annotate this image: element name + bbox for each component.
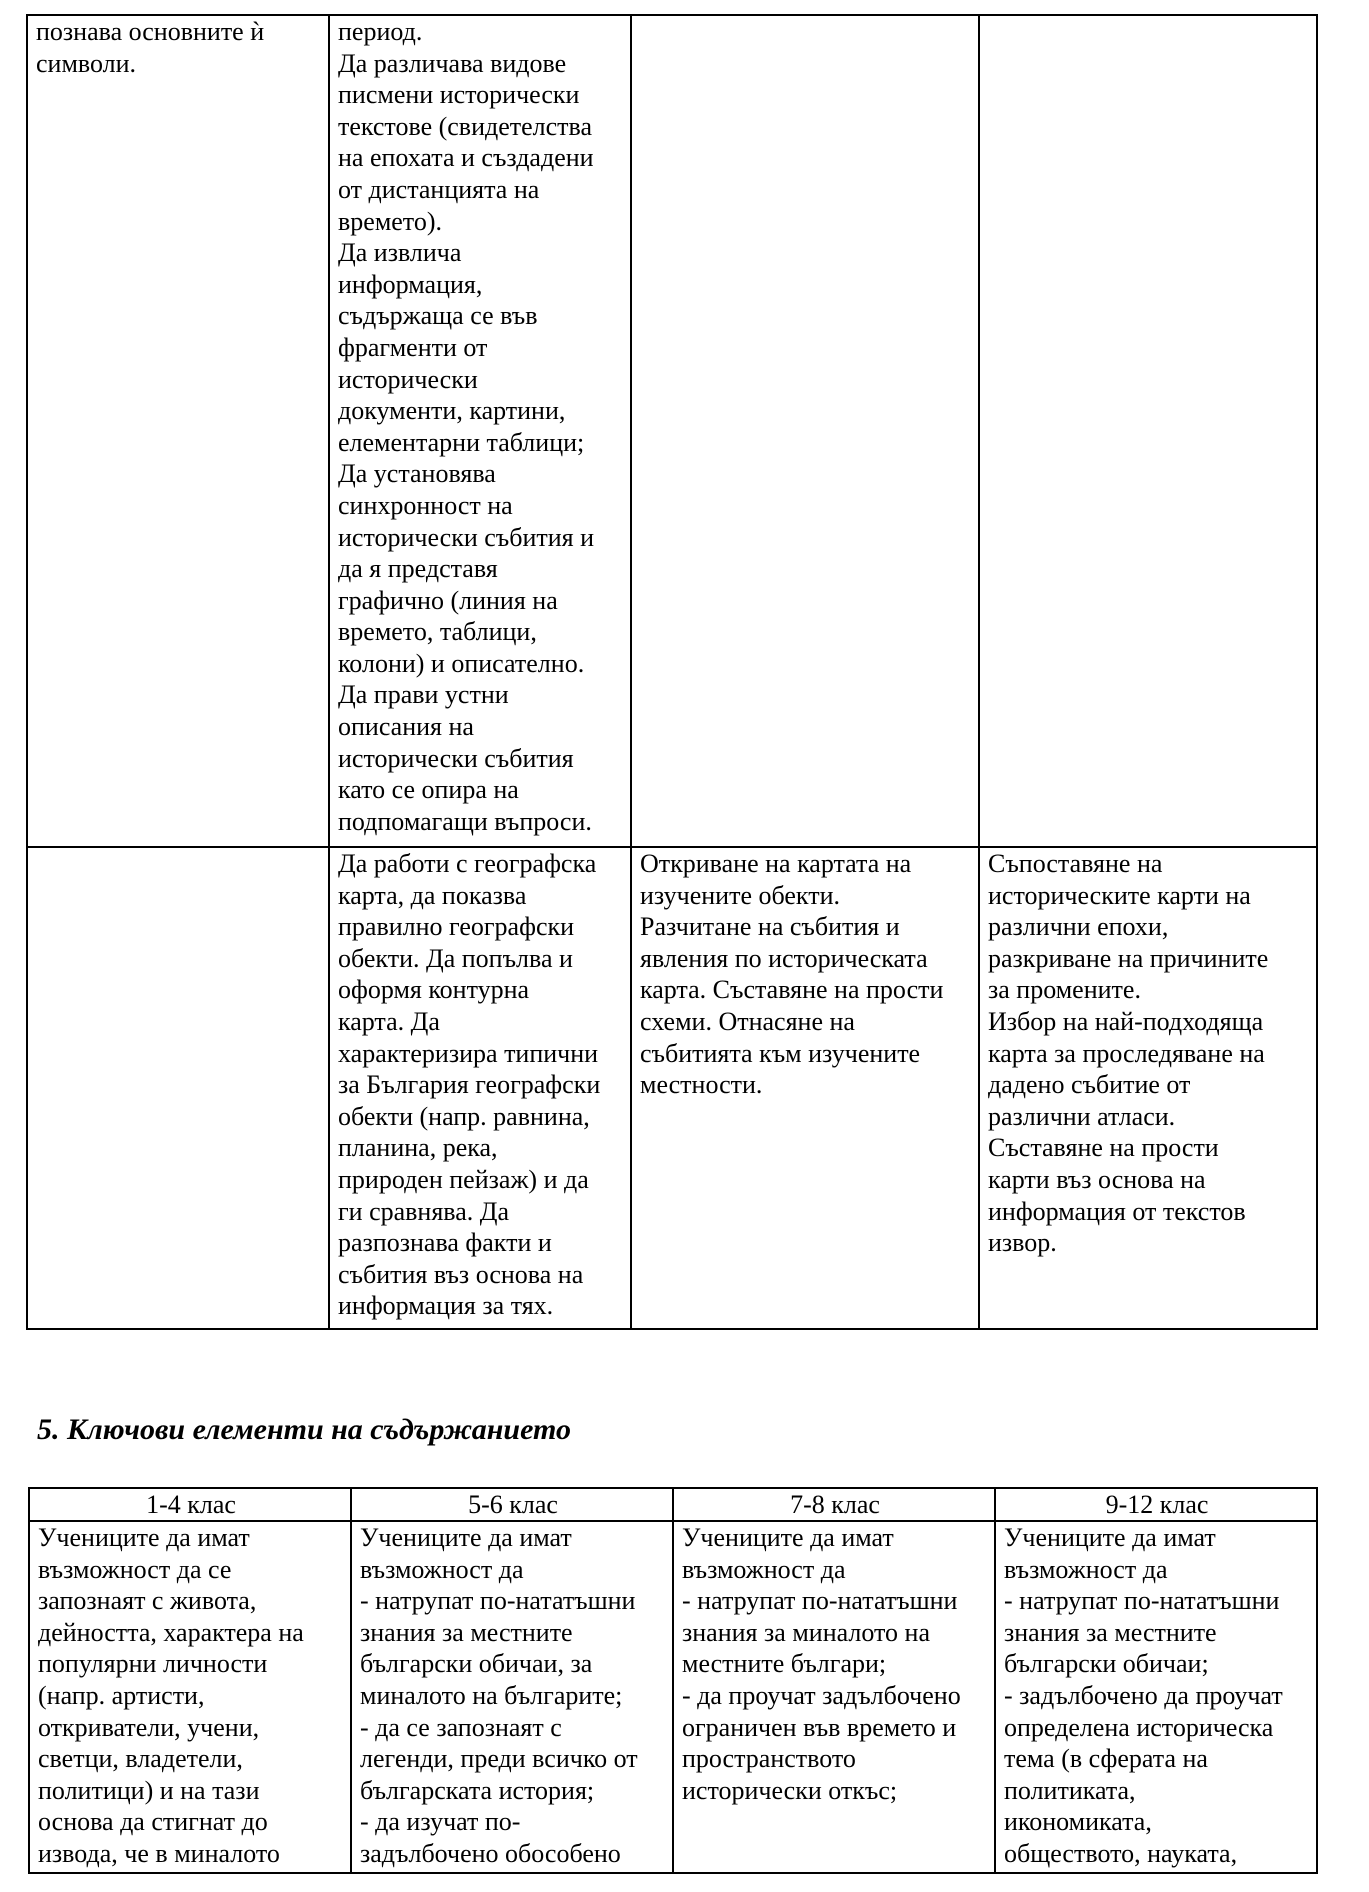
table-cell [329,847,631,1329]
cell-text-line: обекти (напр. равнина, [338,1101,590,1131]
cell-text-line: Съпоставяне на [988,849,1163,878]
table-cell [979,847,1317,1329]
cell-text-line: светци, владетели, [38,1744,243,1774]
cell-text-line: запознаят с живота, [38,1586,257,1616]
cell-text-line: икономиката, [1004,1807,1152,1837]
cell-text-line: - задълбочено да проучат [1004,1680,1283,1710]
cell-text-line: явления по историческата [640,943,928,973]
cell-text-line: местните българи; [682,1649,887,1679]
cell-text-line: Избор на най-подходяща [988,1006,1264,1036]
cell-text-line: период. [338,17,423,46]
cell-text-line: да я представя [338,554,498,584]
cell-text-line: миналото на българите; [360,1680,623,1710]
cell-text-line: политици) и на тази [38,1775,260,1805]
cell-text-line: графично (линия на [338,585,558,615]
cell-text-line: елементарни таблици; [338,427,585,457]
cell-text-line: извода, че в миналото [38,1838,280,1868]
cell-text-line: Учениците да имат [38,1523,250,1552]
table-row [27,15,1317,847]
cell-text-line: извор. [988,1228,1057,1258]
cell-text-line: възможност да [1004,1554,1168,1584]
cell-text-line: знания за местните [1004,1617,1217,1647]
cell-text-line: обекти. Да попълва и [338,943,573,973]
cell-text-line: схеми. Отнасяне на [640,1006,855,1036]
cell-text-line: информация от текстов [988,1196,1246,1226]
cell-text-line: събитията към изучените [640,1038,921,1068]
cell-text-line: съдържаща се във [338,301,538,331]
cell-text-line: подпомагащи въпроси. [338,806,592,836]
cell-text-line: текстове (свидетелства [338,111,593,141]
table-cell [329,15,631,847]
table-cell [27,847,329,1329]
cell-text-line: карта. Да [338,1006,440,1036]
column-header [673,1488,995,1521]
column-header-label: 5-6 клас [468,1490,558,1519]
cell-text-line: - натрупат по-нататъшни [682,1586,958,1616]
cell-text-line: Откриване на картата на [640,849,912,878]
cell-text-line: знания за местните [360,1617,573,1647]
column-header [995,1488,1317,1521]
cell-text-line: исторически събития и [338,522,595,552]
cell-text-line: характеризира типични [338,1038,599,1068]
cell-text-line: Разчитане на събития и [640,912,900,942]
cell-text-line: български обичаи; [1004,1649,1209,1679]
cell-text-line: пространството [682,1744,856,1774]
cell-text-line: Учениците да имат [1004,1523,1216,1552]
cell-text-line: Да прави устни [338,680,509,710]
cell-text-line: като се опира на [338,775,519,805]
cell-text-line: - да се запознаят с [360,1712,562,1742]
cell-text-line: исторически откъс; [682,1775,898,1805]
cell-text-line: разпознава факти и [338,1228,552,1258]
cell-text-line: времето). [338,206,442,236]
table-cell [351,1521,673,1873]
cell-text-line: карти въз основа на [988,1164,1206,1194]
cell-text-line: писмени исторически [338,80,580,110]
cell-text-line: карта за проследяване на [988,1038,1265,1068]
cell-text-line: обществото, науката, [1004,1838,1238,1868]
cell-text-line: (напр. артисти, [38,1680,205,1710]
cell-text-line: информация за тях. [338,1291,554,1321]
cell-text-line: описания на [338,712,474,742]
cell-text-line: фрагменти от [338,332,488,362]
table-cell [979,15,1317,847]
column-header-label: 9-12 клас [1105,1490,1209,1519]
table-cell [631,847,979,1329]
table-cell [673,1521,995,1873]
table-cell [631,15,979,847]
cell-text-line: основа да стигнат до [38,1807,268,1837]
cell-text-line: различни атласи. [988,1101,1176,1131]
cell-text-line: карта, да показва [338,880,527,910]
cell-text-line: правилно географски [338,912,575,942]
cell-text-line: оформя контурна [338,975,530,1005]
cell-text-line: легенди, преди всичко от [360,1744,638,1774]
cell-text-line: възможност да се [38,1554,232,1584]
cell-text-line: планина, река, [338,1133,498,1163]
cell-text-line: възможност да [682,1554,846,1584]
cell-text-line: карта. Съставяне на прости [640,975,944,1005]
cell-text-line: информация, [338,269,483,299]
cell-text-line: определена историческа [1004,1712,1274,1742]
cell-text-line: исторически събития [338,743,574,773]
table-header-row [29,1488,1317,1521]
cell-text-line: знания за миналото на [682,1617,930,1647]
curriculum-table-top [26,14,1318,1330]
column-header-label: 7-8 клас [790,1490,880,1519]
cell-text-line: ги сравнява. Да [338,1196,510,1226]
cell-text-line: Да работи с географска [338,849,597,878]
cell-text-line: откриватели, учени, [38,1712,260,1742]
cell-text-line: от дистанцията на [338,174,540,204]
column-header-label: 1-4 клас [146,1490,236,1519]
cell-text-line: популярни личности [38,1649,268,1679]
table-cell [995,1521,1317,1873]
column-header [29,1488,351,1521]
cell-text-line: български обичаи, за [360,1649,593,1679]
column-header [351,1488,673,1521]
cell-text-line: историческите карти на [988,880,1251,910]
cell-text-line: Да извлича [338,238,462,268]
cell-text-line: колони) и описателно. [338,648,585,678]
cell-text-line: - натрупат по-нататъшни [1004,1586,1280,1616]
cell-text-line: Да различава видове [338,48,567,78]
cell-text-line: - натрупат по-нататъшни [360,1586,636,1616]
table-row [27,847,1317,1329]
cell-text-line: за промените. [988,975,1141,1005]
cell-text-line: различни епохи, [988,912,1169,942]
cell-text-line: Учениците да имат [682,1523,894,1552]
cell-text-line: документи, картини, [338,396,566,426]
cell-text-line: на епохата и създадени [338,143,594,173]
cell-text-line: дадено събитие от [988,1070,1191,1100]
cell-text-line: - да проучат задълбочено [682,1680,961,1710]
cell-text-line: задълбочено обособено [360,1838,621,1868]
cell-text-line: природен пейзаж) и да [338,1164,589,1194]
cell-text-line: за България географски [338,1070,601,1100]
cell-text-line: - да изучат по- [360,1807,521,1837]
cell-text-line: събития въз основа на [338,1259,584,1289]
content-elements-table [28,1487,1318,1874]
cell-text-line: Да установява [338,459,496,489]
cell-text-line: дейността, характера на [38,1617,304,1647]
cell-text-line: изучените обекти. [640,880,840,910]
cell-text-line: символи. [36,48,137,78]
cell-text-line: познава основните ѝ [36,17,265,46]
cell-text-line: Учениците да имат [360,1523,572,1552]
cell-text-line: местности. [640,1070,763,1100]
table-row [29,1521,1317,1873]
section-heading: 5. Ключови елементи на съдържанието [37,1413,571,1446]
cell-text-line: политиката, [1004,1775,1136,1805]
cell-text-line: възможност да [360,1554,524,1584]
table-cell [27,15,329,847]
cell-text-line: времето, таблици, [338,617,537,647]
cell-text-line: ограничен във времето и [682,1712,957,1742]
table-cell [29,1521,351,1873]
cell-text-line: разкриване на причините [988,943,1269,973]
cell-text-line: исторически [338,364,478,394]
cell-text-line: синхронност на [338,490,513,520]
cell-text-line: тема (в сферата на [1004,1744,1208,1774]
cell-text-line: българската история; [360,1775,595,1805]
cell-text-line: Съставяне на прости [988,1133,1219,1163]
